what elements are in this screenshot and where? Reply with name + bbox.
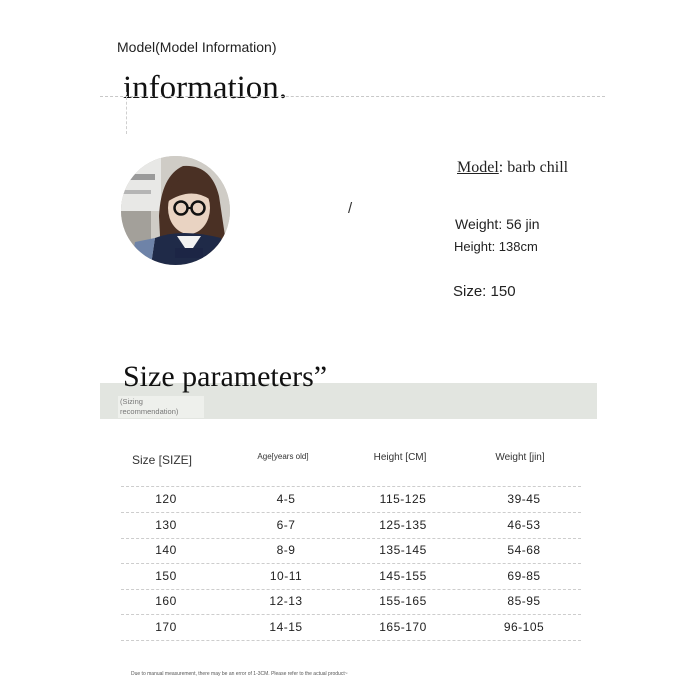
title-dashed-divider (100, 96, 605, 97)
model-weight: Weight: 56 jin (455, 216, 540, 232)
table-cell-size: 140 (155, 543, 177, 557)
table-cell-size: 170 (155, 619, 177, 634)
table-row-divider (121, 512, 581, 513)
model-height: Height: 138cm (454, 239, 538, 254)
table-cell-age: 6-7 (276, 517, 296, 532)
table-cell-height: 115-125 (379, 492, 427, 506)
table-cell-weight: 54-68 (507, 543, 541, 557)
table-cell-size: 160 (155, 594, 177, 608)
sizing-recommendation-label: (Sizing recommendation) (118, 396, 204, 418)
table-cell-weight: 39-45 (507, 492, 541, 506)
separator-slash: / (348, 200, 353, 217)
model-name (457, 159, 568, 177)
table-cell-height: 125-135 (379, 517, 427, 532)
title-dashed-vertical (126, 92, 127, 134)
model-section-heading: Model(Model Information) (117, 39, 277, 55)
table-cell-age: 4-5 (276, 492, 296, 506)
header-age: Age[years old] (257, 452, 309, 461)
model-photo (121, 156, 230, 265)
table-cell-weight: 85-95 (507, 594, 541, 608)
size-parameters-title: Size parameters” (123, 360, 328, 393)
header-weight: Weight [jin] (495, 452, 545, 463)
information-title: information. (123, 70, 288, 106)
table-row-divider (121, 486, 581, 487)
table-cell-weight: 69-85 (507, 568, 541, 583)
table-cell-height: 135-145 (379, 543, 427, 557)
model-name-label: Model (457, 159, 499, 176)
table-row-divider (121, 538, 581, 539)
table-cell-size: 120 (155, 492, 177, 506)
model-name-value: : barb chill (498, 159, 569, 176)
table-cell-height: 165-170 (379, 619, 427, 634)
table-cell-size: 150 (155, 568, 177, 583)
table-cell-age: 10-11 (269, 568, 303, 583)
table-cell-size: 130 (155, 517, 177, 532)
table-cell-height: 155-165 (379, 594, 427, 608)
table-cell-age: 8-9 (276, 543, 296, 557)
header-size: Size [SIZE] (131, 453, 193, 467)
table-row-divider (121, 640, 581, 641)
header-height: Height [CM] (373, 452, 427, 463)
table-cell-weight: 46-53 (507, 517, 541, 532)
model-size: Size: 150 (453, 283, 516, 300)
table-cell-weight: 96-105 (503, 619, 545, 634)
table-row-divider (121, 589, 581, 590)
table-row-divider (121, 614, 581, 615)
measurement-footnote: Due to manual measurement, there may be an error of 1-3CM. Please refer to the actual product~ (131, 671, 348, 677)
table-cell-age: 14-15 (269, 619, 303, 634)
table-cell-age: 12-13 (269, 594, 303, 608)
table-row-divider (121, 563, 581, 564)
table-cell-height: 145-155 (379, 568, 427, 583)
